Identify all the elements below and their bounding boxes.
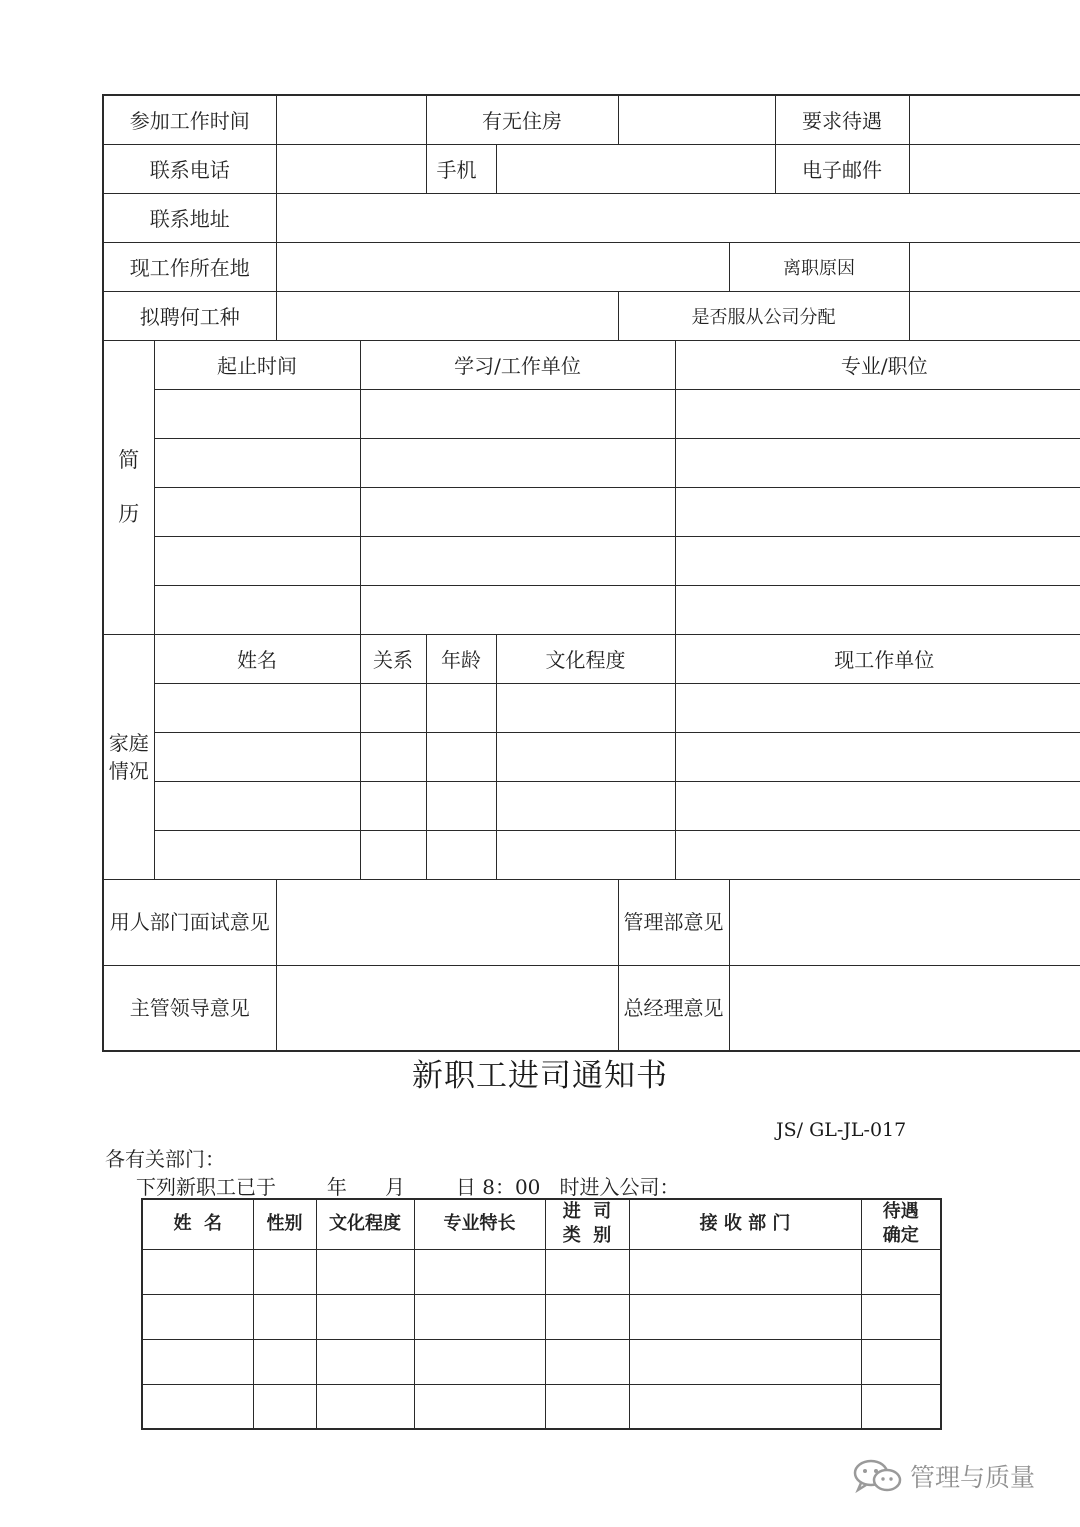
family-header-employer: 现工作单位 [675,634,1080,683]
family-cell[interactable] [426,732,496,781]
family-cell[interactable] [154,830,360,879]
family-header-age: 年龄 [426,634,496,683]
obey-assignment-field[interactable] [909,291,1080,340]
resume-cell[interactable] [675,536,1080,585]
family-cell[interactable] [154,781,360,830]
resume-cell[interactable] [675,585,1080,634]
salary-field[interactable] [909,95,1080,144]
notice-header-dept: 接 收 部 门 [629,1199,861,1249]
notice-date-line: 下列新职工已于 年 月 日 8：00 时进入公司： [136,1175,680,1199]
resume-cell[interactable] [675,487,1080,536]
notice-header-entry-type [545,1199,629,1249]
leader-opinion-label: 主管领导意见 [103,965,276,1051]
mobile-label: 手机 [426,144,496,193]
family-cell[interactable] [154,732,360,781]
dept-interview-label: 用人部门面试意见 [103,879,276,965]
resume-cell[interactable] [675,389,1080,438]
family-cell[interactable] [675,781,1080,830]
notice-cell[interactable] [861,1339,941,1384]
resume-row [103,585,1080,634]
notice-cell[interactable] [414,1384,545,1429]
family-row [103,830,1080,879]
resume-section-label [103,340,154,634]
resume-row [103,536,1080,585]
document-number: JS/ GL-JL-017 [776,1119,907,1141]
notice-cell[interactable] [316,1384,414,1429]
notice-header-specialty: 专业特长 [414,1199,545,1249]
family-cell[interactable] [154,683,360,732]
resume-cell[interactable] [154,438,360,487]
family-row [103,683,1080,732]
notice-cell[interactable] [629,1384,861,1429]
notice-row [142,1384,941,1429]
leader-opinion-field[interactable] [276,965,618,1051]
notice-row [142,1294,941,1339]
job-type-field[interactable] [276,291,618,340]
leave-reason-field[interactable] [909,242,1080,291]
gm-opinion-label: 总经理意见 [618,965,729,1051]
mgmt-opinion-field[interactable] [729,879,1080,965]
resume-label-char-2: 历 [118,502,140,526]
resume-header-employer: 学习/工作单位 [360,340,675,389]
notice-cell[interactable] [414,1249,545,1294]
notice-cell[interactable] [861,1294,941,1339]
notice-header-gender: 性别 [253,1199,316,1249]
family-row [103,732,1080,781]
email-label: 电子邮件 [775,144,909,193]
new-employee-notice-table [141,1198,942,1430]
notice-cell[interactable] [316,1339,414,1384]
mgmt-opinion-label: 管理部意见 [618,879,729,965]
notice-header-pay-line-1: 待遇 [882,1201,919,1223]
resume-cell[interactable] [154,389,360,438]
obey-assignment-label: 是否服从公司分配 [618,291,909,340]
salary-label: 要求待遇 [775,95,909,144]
notice-cell[interactable] [253,1249,316,1294]
gm-opinion-field[interactable] [729,965,1080,1051]
notice-header-entry-line-1: 进 司 [562,1201,612,1223]
watermark-text: 管理与质量 [910,1463,1036,1492]
family-cell[interactable] [426,683,496,732]
family-cell[interactable] [360,781,426,830]
family-cell[interactable] [496,830,675,879]
resume-cell[interactable] [360,536,675,585]
work-start-label: 参加工作时间 [103,95,276,144]
family-cell[interactable] [360,830,426,879]
notice-cell[interactable] [545,1294,629,1339]
family-cell[interactable] [496,683,675,732]
wechat-icon [852,1458,904,1494]
work-start-field[interactable] [276,95,426,144]
family-row [103,781,1080,830]
family-header-education: 文化程度 [496,634,675,683]
phone-field[interactable] [276,144,426,193]
notice-greeting: 各有关部门： [105,1147,225,1171]
family-cell[interactable] [675,732,1080,781]
family-cell[interactable] [675,683,1080,732]
resume-cell[interactable] [675,438,1080,487]
housing-field[interactable] [618,95,775,144]
notice-header-education: 文化程度 [316,1199,414,1249]
notice-row [142,1249,941,1294]
family-header-relation: 关系 [360,634,426,683]
notice-cell[interactable] [253,1294,316,1339]
family-cell[interactable] [496,732,675,781]
resume-label-char-1: 简 [118,448,140,472]
resume-header-position: 专业/职位 [675,340,1080,389]
job-type-label: 拟聘何工种 [103,291,276,340]
dept-interview-field[interactable] [276,879,618,965]
notice-cell[interactable] [861,1249,941,1294]
notice-header-pay-line-2: 确定 [882,1225,919,1247]
resume-cell[interactable] [360,585,675,634]
notice-cell[interactable] [629,1339,861,1384]
notice-cell[interactable] [316,1249,414,1294]
notice-cell[interactable] [545,1384,629,1429]
mobile-field[interactable] [496,144,775,193]
notice-cell[interactable] [316,1294,414,1339]
resume-cell[interactable] [360,487,675,536]
family-cell[interactable] [360,732,426,781]
notice-cell[interactable] [629,1294,861,1339]
notice-header-pay [861,1199,941,1249]
notice-cell[interactable] [253,1339,316,1384]
notice-header-name: 姓 名 [142,1199,253,1249]
resume-cell[interactable] [360,438,675,487]
notice-cell[interactable] [142,1384,253,1429]
notice-cell[interactable] [142,1249,253,1294]
family-section-label: 家庭情况 [103,634,154,879]
family-cell[interactable] [675,830,1080,879]
notice-cell[interactable] [253,1384,316,1429]
resume-row [103,438,1080,487]
family-cell[interactable] [360,683,426,732]
notice-row [142,1339,941,1384]
notice-title: 新职工进司通知书 [412,1058,668,1094]
resume-row [103,487,1080,536]
resume-cell[interactable] [360,389,675,438]
location-label: 现工作所在地 [103,242,276,291]
notice-cell[interactable] [142,1294,253,1339]
location-field[interactable] [276,242,729,291]
housing-label: 有无住房 [426,95,618,144]
application-form-table [102,94,1080,1052]
family-cell[interactable] [496,781,675,830]
resume-cell[interactable] [154,536,360,585]
address-field[interactable] [276,193,1080,242]
notice-cell[interactable] [414,1294,545,1339]
family-cell[interactable] [426,781,496,830]
family-cell[interactable] [426,830,496,879]
address-label: 联系地址 [103,193,276,242]
watermark [852,1458,1035,1494]
phone-label: 联系电话 [103,144,276,193]
family-header-name: 姓名 [154,634,360,683]
notice-cell[interactable] [414,1339,545,1384]
resume-row [103,389,1080,438]
resume-cell[interactable] [154,585,360,634]
leave-reason-label: 离职原因 [729,242,909,291]
notice-header-entry-line-2: 类 别 [562,1225,612,1247]
resume-header-period: 起止时间 [154,340,360,389]
notice-cell[interactable] [861,1384,941,1429]
email-field[interactable] [909,144,1080,193]
notice-cell[interactable] [142,1339,253,1384]
resume-cell[interactable] [154,487,360,536]
notice-cell[interactable] [545,1339,629,1384]
notice-cell[interactable] [545,1249,629,1294]
notice-cell[interactable] [629,1249,861,1294]
